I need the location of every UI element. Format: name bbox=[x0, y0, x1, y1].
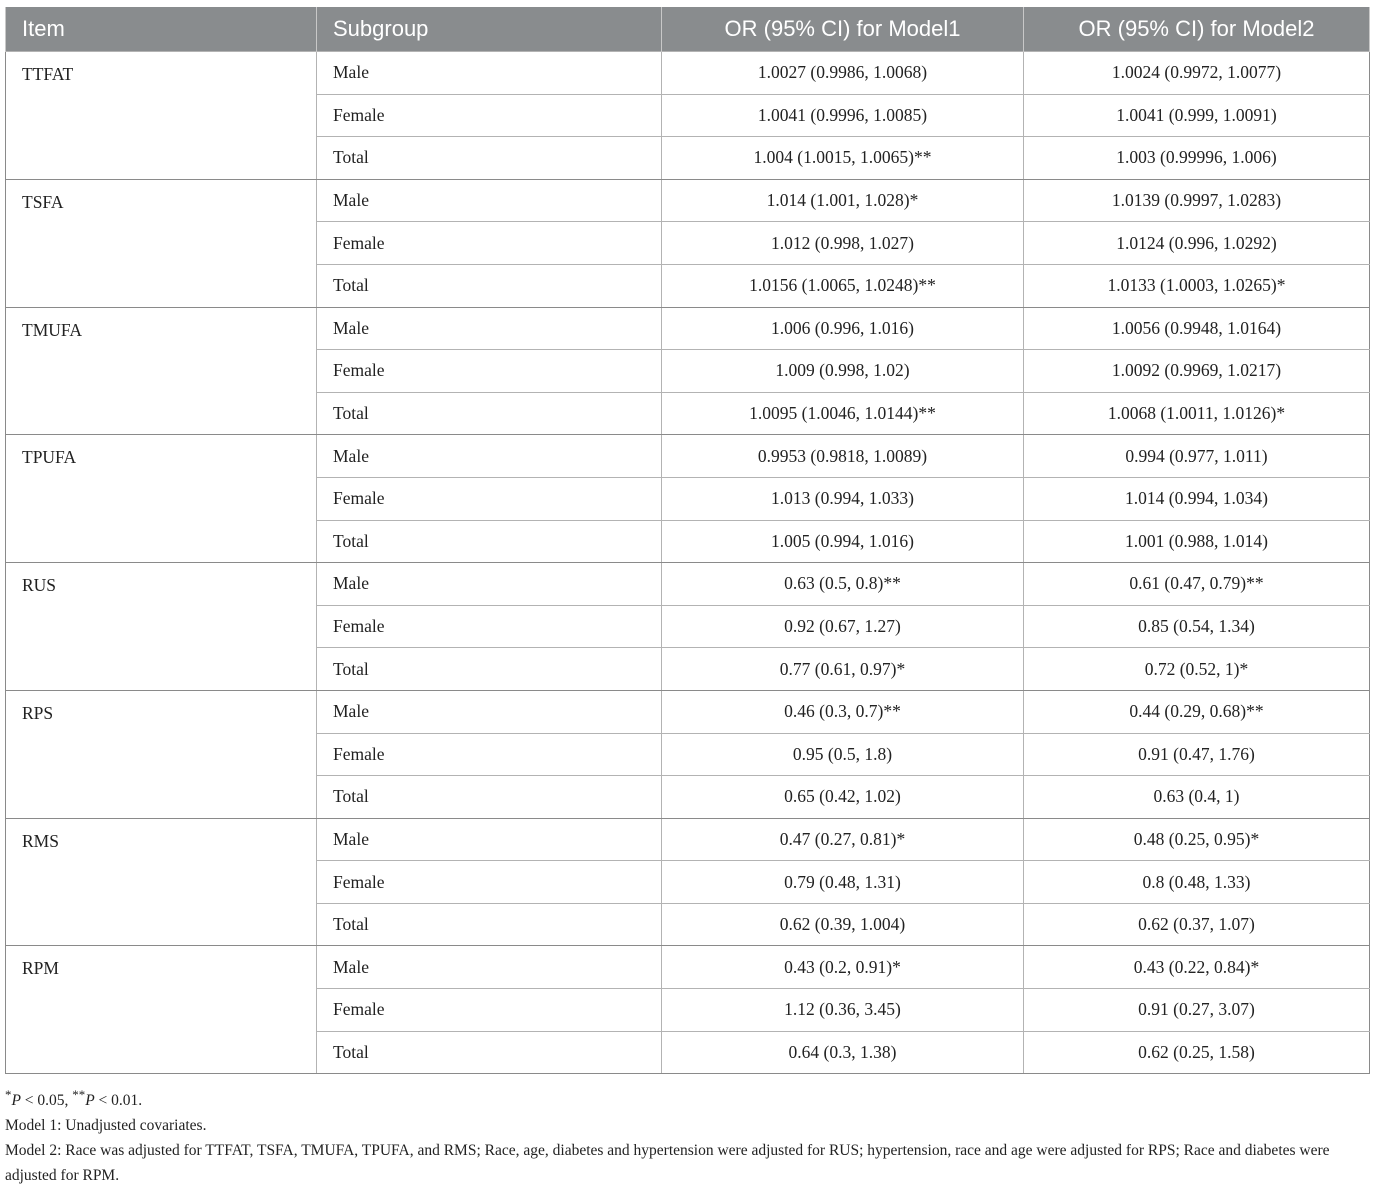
header-model2: OR (95% CI) for Model2 bbox=[1024, 7, 1370, 52]
model2-cell: 0.62 (0.25, 1.58) bbox=[1024, 1031, 1370, 1074]
subgroup-cell: Female bbox=[317, 733, 662, 776]
subgroup-cell: Total bbox=[317, 903, 662, 946]
model2-cell: 0.48 (0.25, 0.95)* bbox=[1024, 818, 1370, 861]
model1-cell: 1.006 (0.996, 1.016) bbox=[662, 307, 1024, 350]
item-cell: RPM bbox=[6, 946, 317, 1074]
model2-cell: 1.0133 (1.0003, 1.0265)* bbox=[1024, 264, 1370, 307]
subgroup-cell: Total bbox=[317, 520, 662, 563]
footnote-p-symbol: P bbox=[11, 1092, 21, 1110]
model2-cell: 1.003 (0.99996, 1.006) bbox=[1024, 137, 1370, 180]
model1-cell: 1.013 (0.994, 1.033) bbox=[662, 477, 1024, 520]
subgroup-cell: Female bbox=[317, 222, 662, 265]
model2-cell: 1.0056 (0.9948, 1.0164) bbox=[1024, 307, 1370, 350]
footnote-threshold-2: < 0.01. bbox=[94, 1092, 143, 1110]
model2-cell: 0.63 (0.4, 1) bbox=[1024, 776, 1370, 819]
model2-cell: 0.72 (0.52, 1)* bbox=[1024, 648, 1370, 691]
model2-cell: 0.62 (0.37, 1.07) bbox=[1024, 903, 1370, 946]
model1-cell: 0.43 (0.2, 0.91)* bbox=[662, 946, 1024, 989]
subgroup-cell: Female bbox=[317, 94, 662, 137]
model1-cell: 1.009 (0.998, 1.02) bbox=[662, 350, 1024, 393]
footnote-star-double: ** bbox=[72, 1087, 86, 1102]
model2-cell: 1.0092 (0.9969, 1.0217) bbox=[1024, 350, 1370, 393]
model2-cell: 0.43 (0.22, 0.84)* bbox=[1024, 946, 1370, 989]
subgroup-cell: Male bbox=[317, 435, 662, 478]
footnote-model1: Model 1: Unadjusted covariates. bbox=[5, 1117, 207, 1135]
item-cell: TSFA bbox=[6, 179, 317, 307]
table-row bbox=[6, 435, 1370, 478]
model1-cell: 1.0156 (1.0065, 1.0248)** bbox=[662, 264, 1024, 307]
item-cell: RPS bbox=[6, 690, 317, 818]
item-cell: RUS bbox=[6, 563, 317, 691]
subgroup-cell: Total bbox=[317, 1031, 662, 1074]
model1-cell: 1.0041 (0.9996, 1.0085) bbox=[662, 94, 1024, 137]
table-row bbox=[6, 690, 1370, 733]
subgroup-cell: Female bbox=[317, 350, 662, 393]
model2-cell: 0.85 (0.54, 1.34) bbox=[1024, 605, 1370, 648]
table-container bbox=[5, 7, 1369, 1074]
odds-ratio-table bbox=[5, 7, 1370, 1074]
model1-cell: 0.62 (0.39, 1.004) bbox=[662, 903, 1024, 946]
subgroup-cell: Total bbox=[317, 137, 662, 180]
model1-cell: 1.0027 (0.9986, 1.0068) bbox=[662, 52, 1024, 95]
model2-cell: 1.001 (0.988, 1.014) bbox=[1024, 520, 1370, 563]
table-row bbox=[6, 179, 1370, 222]
table-row bbox=[6, 818, 1370, 861]
subgroup-cell: Total bbox=[317, 392, 662, 435]
footnote-significance bbox=[5, 1082, 1369, 1113]
model1-cell: 1.12 (0.36, 3.45) bbox=[662, 989, 1024, 1032]
model1-cell: 0.47 (0.27, 0.81)* bbox=[662, 818, 1024, 861]
model2-cell: 0.8 (0.48, 1.33) bbox=[1024, 861, 1370, 904]
model1-cell: 0.64 (0.3, 1.38) bbox=[662, 1031, 1024, 1074]
model2-cell: 1.0024 (0.9972, 1.0077) bbox=[1024, 52, 1370, 95]
subgroup-cell: Male bbox=[317, 179, 662, 222]
model1-cell: 0.63 (0.5, 0.8)** bbox=[662, 563, 1024, 606]
model2-cell: 0.44 (0.29, 0.68)** bbox=[1024, 690, 1370, 733]
model2-cell: 0.994 (0.977, 1.011) bbox=[1024, 435, 1370, 478]
subgroup-cell: Total bbox=[317, 264, 662, 307]
subgroup-cell: Female bbox=[317, 861, 662, 904]
subgroup-cell: Female bbox=[317, 477, 662, 520]
subgroup-cell: Total bbox=[317, 776, 662, 819]
table-row bbox=[6, 52, 1370, 95]
subgroup-cell: Female bbox=[317, 605, 662, 648]
item-cell: TMUFA bbox=[6, 307, 317, 435]
footnote-threshold-1: < 0.05, bbox=[20, 1092, 73, 1110]
subgroup-cell: Male bbox=[317, 307, 662, 350]
table-footnotes bbox=[5, 1082, 1369, 1188]
model1-cell: 0.77 (0.61, 0.97)* bbox=[662, 648, 1024, 691]
model1-cell: 1.0095 (1.0046, 1.0144)** bbox=[662, 392, 1024, 435]
subgroup-cell: Male bbox=[317, 52, 662, 95]
item-cell: RMS bbox=[6, 818, 317, 946]
subgroup-cell: Male bbox=[317, 818, 662, 861]
table-row bbox=[6, 563, 1370, 606]
model1-cell: 1.012 (0.998, 1.027) bbox=[662, 222, 1024, 265]
model1-cell: 1.005 (0.994, 1.016) bbox=[662, 520, 1024, 563]
subgroup-cell: Male bbox=[317, 563, 662, 606]
model1-cell: 0.9953 (0.9818, 1.0089) bbox=[662, 435, 1024, 478]
header-row bbox=[6, 7, 1370, 52]
subgroup-cell: Female bbox=[317, 989, 662, 1032]
header-model1: OR (95% CI) for Model1 bbox=[662, 7, 1024, 52]
model2-cell: 1.0124 (0.996, 1.0292) bbox=[1024, 222, 1370, 265]
subgroup-cell: Male bbox=[317, 946, 662, 989]
header-item: Item bbox=[6, 7, 317, 52]
subgroup-cell: Total bbox=[317, 648, 662, 691]
table-row bbox=[6, 946, 1370, 989]
model1-cell: 1.004 (1.0015, 1.0065)** bbox=[662, 137, 1024, 180]
model1-cell: 0.65 (0.42, 1.02) bbox=[662, 776, 1024, 819]
item-cell: TPUFA bbox=[6, 435, 317, 563]
model1-cell: 1.014 (1.001, 1.028)* bbox=[662, 179, 1024, 222]
model1-cell: 0.46 (0.3, 0.7)** bbox=[662, 690, 1024, 733]
footnote-star-single: * bbox=[5, 1087, 12, 1102]
model2-cell: 0.91 (0.47, 1.76) bbox=[1024, 733, 1370, 776]
model1-cell: 0.95 (0.5, 1.8) bbox=[662, 733, 1024, 776]
subgroup-cell: Male bbox=[317, 690, 662, 733]
table-body bbox=[6, 52, 1370, 1074]
item-cell: TTFAT bbox=[6, 52, 317, 180]
table-header bbox=[6, 7, 1370, 52]
model2-cell: 0.61 (0.47, 0.79)** bbox=[1024, 563, 1370, 606]
table-row bbox=[6, 307, 1370, 350]
model2-cell: 1.0068 (1.0011, 1.0126)* bbox=[1024, 392, 1370, 435]
header-subgroup: Subgroup bbox=[317, 7, 662, 52]
model1-cell: 0.79 (0.48, 1.31) bbox=[662, 861, 1024, 904]
model2-cell: 1.014 (0.994, 1.034) bbox=[1024, 477, 1370, 520]
footnote-model2: Model 2: Race was adjusted for TTFAT, TSFA, TMUFA, TPUFA, and RMS; Race, age, diabetes and hypertension were adjusted for RUS; hypertension, race and age were adjusted for RPS; Race and diabetes were adjusted for RPM. bbox=[5, 1142, 1330, 1185]
footnote-p-symbol: P bbox=[85, 1092, 95, 1110]
model1-cell: 0.92 (0.67, 1.27) bbox=[662, 605, 1024, 648]
model2-cell: 1.0139 (0.9997, 1.0283) bbox=[1024, 179, 1370, 222]
model2-cell: 0.91 (0.27, 3.07) bbox=[1024, 989, 1370, 1032]
model2-cell: 1.0041 (0.999, 1.0091) bbox=[1024, 94, 1370, 137]
